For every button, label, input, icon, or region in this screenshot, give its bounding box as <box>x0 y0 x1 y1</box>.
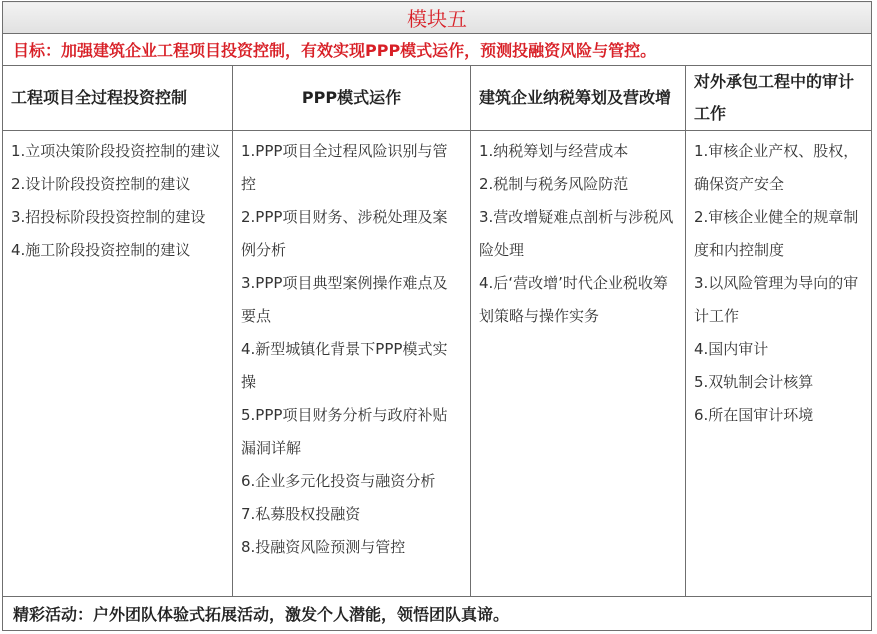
list-item: 5.双轨制会计核算 <box>694 373 814 391</box>
list-item: 1.立项决策阶段投资控制的建议 <box>11 142 221 160</box>
list-item: 8.投融资风险预测与管控 <box>241 538 406 556</box>
column-header-investment-control: 工程项目全过程投资控制 <box>3 66 233 131</box>
list-item: 2.审核企业健全的规章制度和内控制度 <box>694 208 859 259</box>
list-item: 4.施工阶段投资控制的建议 <box>11 241 191 259</box>
module-table <box>2 1 872 631</box>
list-item: 6.企业多元化投资与融资分析 <box>241 472 436 490</box>
list-item: 3.以风险管理为导向的审计工作 <box>694 274 859 325</box>
list-item: 4.后‘营改增’时代企业税收筹划策略与操作实务 <box>479 274 668 325</box>
list-item: 1.纳税筹划与经营成本 <box>479 142 629 160</box>
goal-row <box>3 34 872 66</box>
header-row <box>3 66 872 131</box>
list-item: 5.PPP项目财务分析与政府补贴漏洞详解 <box>241 406 448 457</box>
list-item: 2.设计阶段投资控制的建议 <box>11 175 191 193</box>
list-item: 4.新型城镇化背景下PPP模式实操 <box>241 340 448 391</box>
column-header-ppp: PPP模式运作 <box>233 66 471 131</box>
list-item: 6.所在国审计环境 <box>694 406 814 424</box>
list-item: 7.私募股权投融资 <box>241 505 361 523</box>
column-investment-control <box>3 131 233 597</box>
list-item: 2.PPP项目财务、涉税处理及案例分析 <box>241 208 448 259</box>
title-row <box>3 2 872 34</box>
module-title: 模块五 <box>3 2 872 34</box>
column-ppp <box>233 131 471 597</box>
list-item: 3.营改增疑难点剖析与涉税风险处理 <box>479 208 674 259</box>
column-tax-planning <box>471 131 686 597</box>
column-audit <box>686 131 872 597</box>
list-item: 3.招投标阶段投资控制的建设 <box>11 208 206 226</box>
activity-text: 精彩活动：户外团队体验式拓展活动，激发个人潜能，领悟团队真谛。 <box>3 597 872 631</box>
column-header-audit: 对外承包工程中的审计工作 <box>686 66 872 131</box>
content-row <box>3 131 872 597</box>
list-item: 1.PPP项目全过程风险识别与管控 <box>241 142 448 193</box>
column-header-tax-planning: 建筑企业纳税筹划及营改增 <box>471 66 686 131</box>
list-item: 3.PPP项目典型案例操作难点及要点 <box>241 274 448 325</box>
list-item: 4.国内审计 <box>694 340 769 358</box>
list-item: 2.税制与税务风险防范 <box>479 175 629 193</box>
activity-row <box>3 597 872 631</box>
goal-text: 目标：加强建筑企业工程项目投资控制，有效实现PPP模式运作，预测投融资风险与管控。 <box>3 34 872 66</box>
list-item: 1.审核企业产权、股权，确保资产安全 <box>694 142 859 193</box>
